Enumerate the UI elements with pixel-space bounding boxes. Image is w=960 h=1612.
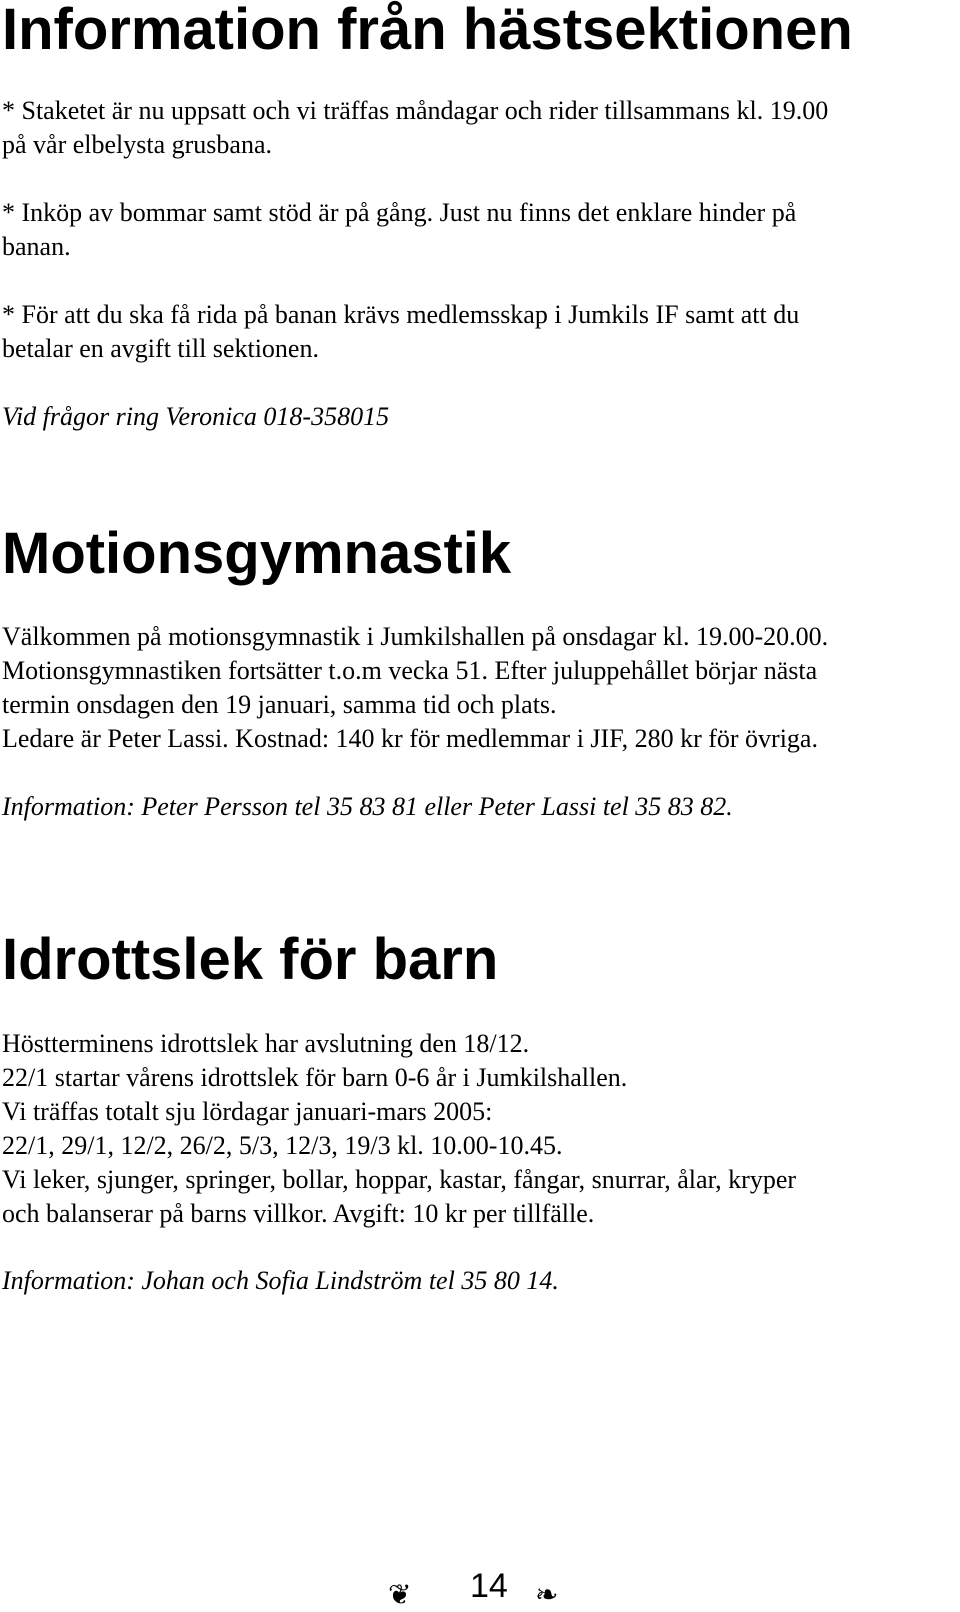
horse-contact-info: Vid frågor ring Veronica 018-358015 [2, 402, 390, 431]
right-scroll-ornament-icon: ❧ [535, 1578, 559, 1611]
kids-body-line: 22/1 startar vårens idrottslek för barn 0-6 år i Jumkilshallen. [2, 1063, 628, 1092]
kids-body-line: Vi träffas totalt sju lördagar januari-mars 2005: [2, 1097, 493, 1126]
gym-body-line: Ledare är Peter Lassi. Kostnad: 140 kr för medlemmar i JIF, 280 kr för övriga. [2, 724, 818, 753]
horse-paragraph-equipment-line: banan. [2, 232, 71, 261]
kids-body [2, 1027, 796, 1231]
horse-paragraph-equipment [2, 196, 796, 264]
horse-paragraph-membership-line: * För att du ska få rida på banan krävs medlemsskap i Jumkils IF samt att du [2, 300, 800, 329]
kids-body-line: 22/1, 29/1, 12/2, 26/2, 5/3, 12/3, 19/3 kl. 10.00-10.45. [2, 1131, 563, 1160]
horse-paragraph-equipment-line: * Inköp av bommar samt stöd är på gång. Just nu finns det enklare hinder på [2, 198, 797, 227]
kids-contact-info: Information: Johan och Sofia Lindström tel 35 80 14. [2, 1266, 559, 1295]
kids-body-line: Höstterminens idrottslek har avslutning den 18/12. [2, 1029, 530, 1058]
page-footer [0, 1566, 960, 1612]
horse-paragraph-fence-line: * Staketet är nu uppsatt och vi träffas måndagar och rider tillsammans kl. 19.00 [2, 96, 829, 125]
gym-contact-info: Information: Peter Persson tel 35 83 81 eller Peter Lassi tel 35 83 82. [2, 792, 733, 821]
left-scroll-ornament-icon: ❦ [388, 1578, 412, 1611]
page-number: 14 [470, 1567, 508, 1605]
horse-section-heading: Information från hästsektionen [2, 0, 853, 62]
gym-body-line: Välkommen på motionsgymnastik i Jumkilshallen på onsdagar kl. 19.00-20.00. [2, 622, 829, 651]
gym-body-line: termin onsdagen den 19 januari, samma tid och plats. [2, 690, 557, 719]
gym-section-heading: Motionsgymnastik [2, 521, 512, 586]
gym-body-line: Motionsgymnastiken fortsätter t.o.m vecka 51. Efter juluppehållet börjar nästa [2, 656, 818, 685]
horse-paragraph-membership-line: betalar en avgift till sektionen. [2, 334, 319, 363]
kids-section-heading: Idrottslek för barn [2, 927, 499, 992]
kids-body-line: och balanserar på barns villkor. Avgift: 10 kr per tillfälle. [2, 1199, 595, 1228]
horse-paragraph-fence [2, 94, 828, 162]
horse-paragraph-membership [2, 298, 799, 366]
kids-body-line: Vi leker, sjunger, springer, bollar, hoppar, kastar, fångar, snurrar, ålar, kryper [2, 1165, 797, 1194]
gym-body [2, 620, 828, 756]
horse-paragraph-fence-line: på vår elbelysta grusbana. [2, 130, 273, 159]
